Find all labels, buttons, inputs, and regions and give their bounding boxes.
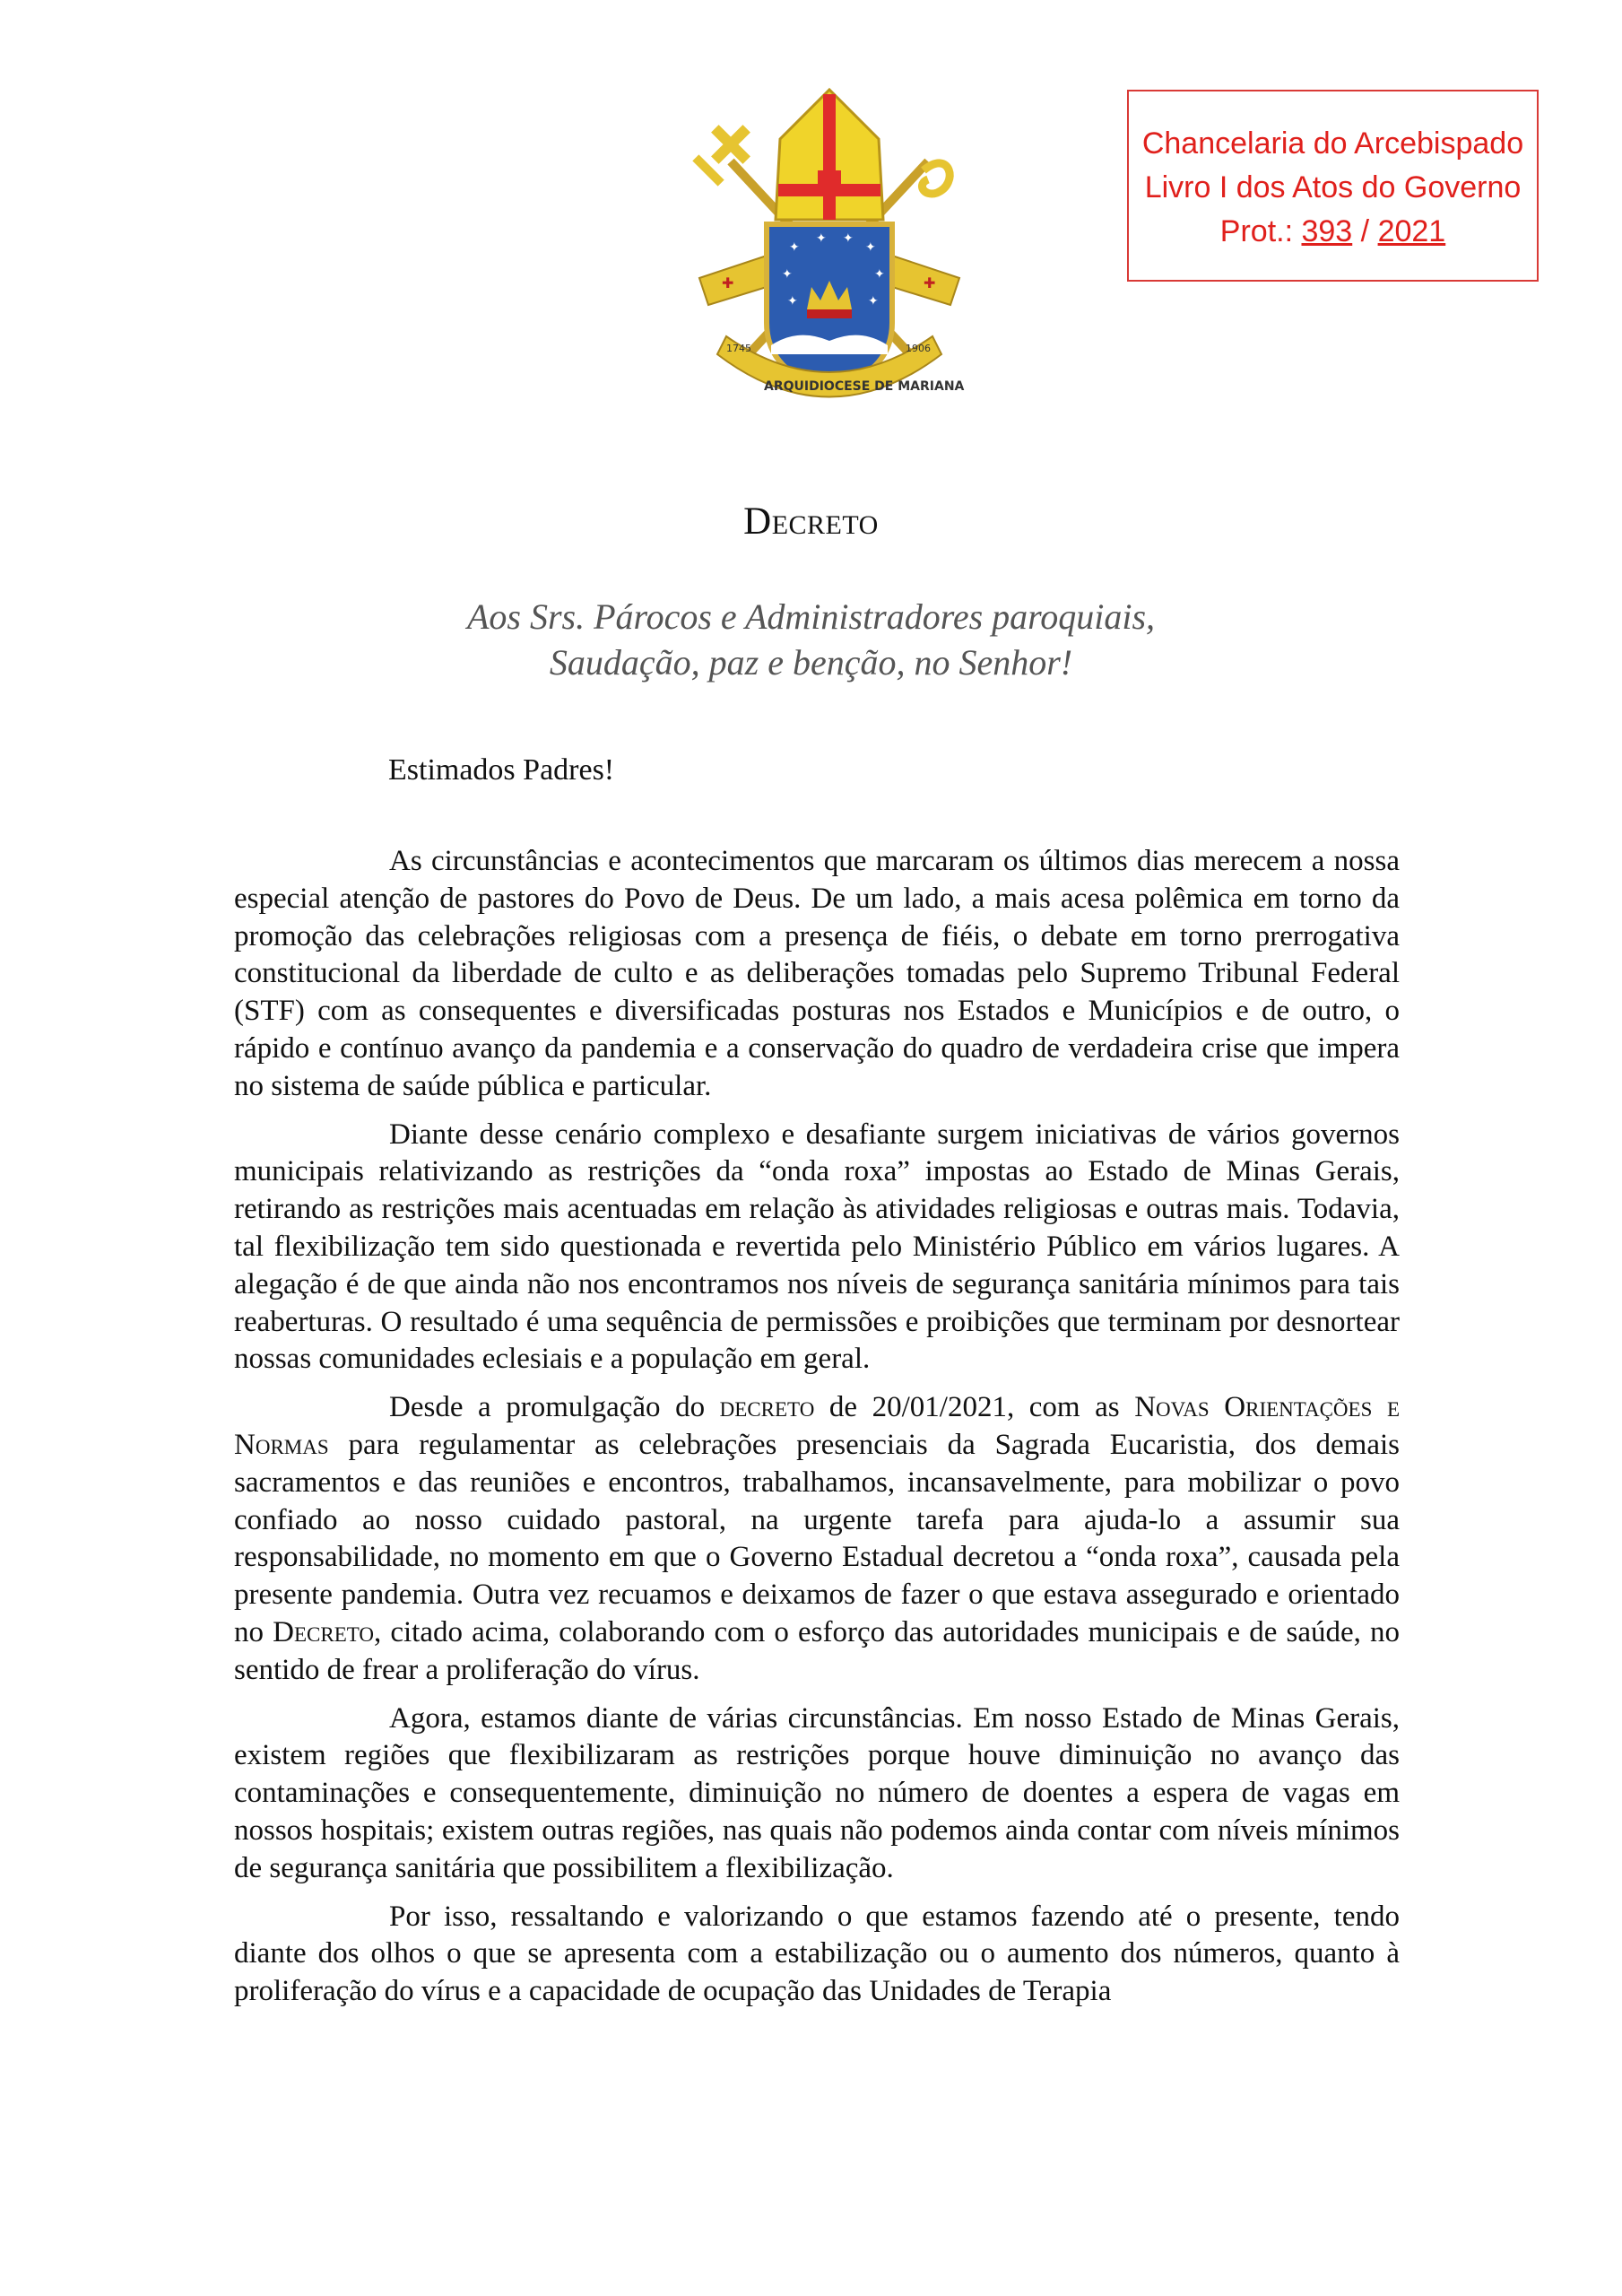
stamp-protocol (1129, 210, 1537, 254)
svg-text:✦: ✦ (868, 294, 879, 309)
document-body (234, 843, 1400, 2022)
stamp-prot-separator: / (1360, 214, 1370, 248)
svg-text:✦: ✦ (843, 231, 854, 246)
svg-text:✦: ✦ (787, 294, 798, 309)
novas-normas-reference: Novas Orientações e Normas (234, 1391, 1400, 1461)
paragraph-1: As circunstâncias e acontecimentos que marcaram os últimos dias merecem a nossa especial atenção de pastores do Povo de Deus. De um lado, a mais acesa polêmica em torno da promoção das celebrações religiosas com a presença de fiéis, o debate em torno prerrogativa constitucional da liberdade de culto e as deliberações tomadas pelo Supremo Tribunal Federal (STF) com as consequentes e diversificadas posturas nos Estados e Municípios e de outro, o rápido e contínuo avanço da pandemia e a conservação do quadro de verdadeira crise que impera no sistema de saúde pública e particular. (234, 845, 1400, 1102)
decreto-reference-2: Decreto (273, 1615, 374, 1648)
archdiocese-coat-of-arms-icon (681, 85, 977, 430)
svg-text:✚: ✚ (924, 274, 936, 291)
stamp-prot-number: 393 (1301, 214, 1353, 248)
decreto-reference: decreto (719, 1391, 815, 1424)
paragraph-4: Agora, estamos diante de várias circunstâncias. Em nosso Estado de Minas Gerais, existem regiões que flexibilizaram as restrições porque houve diminuição no avanço das contaminações e consequentemente, diminuição no número de doentes a espera de vagas em nossos hospitais; existem outras regiões, nas quais não podemos ainda contar com níveis mínimos de segurança sanitária que possibilitem a flexibilização. (234, 1701, 1400, 1884)
stamp-prot-year: 2021 (1377, 214, 1446, 248)
salutation (0, 594, 1622, 685)
svg-text:✚: ✚ (722, 274, 734, 291)
greeting: Estimados Padres! (388, 753, 615, 787)
salutation-line-2: Saudação, paz e benção, no Senhor! (549, 642, 1073, 683)
paragraph-3: Desde a promulgação do decreto de 20/01/2021, com as Novas Orientações e Normas para regulamentar as celebrações presenciais da Sagrada Eucaristia, dos demais sacramentos e das reuniões e encontros, trabalhamos, incansavelmente, para mobilizar o povo confiado ao nosso cuidado pastoral, na urgente tarefa para ajuda-lo a assumir sua responsabilidade, no momento em que o Governo Estadual decretou a “onda roxa”, causada pela presente pandemia. Outra vez recuamos e deixamos de fazer o que estava assegurado e orientado no Decreto, citado acima, colaborando com o esforço das autoridades municipais e de saúde, no sentido de frear a proliferação do vírus. (234, 1391, 1401, 1686)
stamp-prot-label: Prot.: (1219, 214, 1294, 248)
svg-text:1906: 1906 (906, 343, 931, 354)
svg-text:ARQUIDIOCESE DE MARIANA: ARQUIDIOCESE DE MARIANA (764, 379, 965, 394)
svg-text:✦: ✦ (782, 267, 793, 282)
paragraph-5: Por isso, ressaltando e valorizando o que estamos fazendo até o presente, tendo diante dos olhos o que se apresenta com a estabilização ou o aumento dos números, quanto à proliferação do vírus e a capacidade de ocupação das Unidades de Terapia (234, 1900, 1400, 2008)
paragraph-2: Diante desse cenário complexo e desafiante surgem iniciativas de vários governos municipais relativizando as restrições da “onda roxa” impostas ao Estado de Minas Gerais, retirando as restrições mais acentuadas em relação às atividades religiosas e outras mais. Todavia, tal flexibilização tem sido questionada e revertida pelo Ministério Público em vários lugares. A alegação é de que ainda não nos encontramos nos níveis de segurança sanitária mínimos para tais reaberturas. O resultado é uma sequência de permissões e proibições que terminam por desnortear nossas comunidades eclesiais e a população em geral. (234, 1118, 1400, 1376)
stamp-line-2: Livro I dos Atos do Governo (1144, 170, 1522, 204)
chancery-protocol-stamp (1127, 90, 1539, 282)
salutation-line-1: Aos Srs. Párocos e Administradores paroquiais, (466, 596, 1156, 637)
svg-text:1745: 1745 (726, 343, 751, 354)
stamp-line-1: Chancelaria do Arcebispado (1141, 126, 1524, 161)
svg-text:✦: ✦ (789, 240, 800, 255)
svg-text:✦: ✦ (874, 267, 885, 282)
svg-text:✦: ✦ (865, 240, 876, 255)
svg-text:✦: ✦ (816, 231, 827, 246)
document-title: Decreto (743, 500, 879, 543)
